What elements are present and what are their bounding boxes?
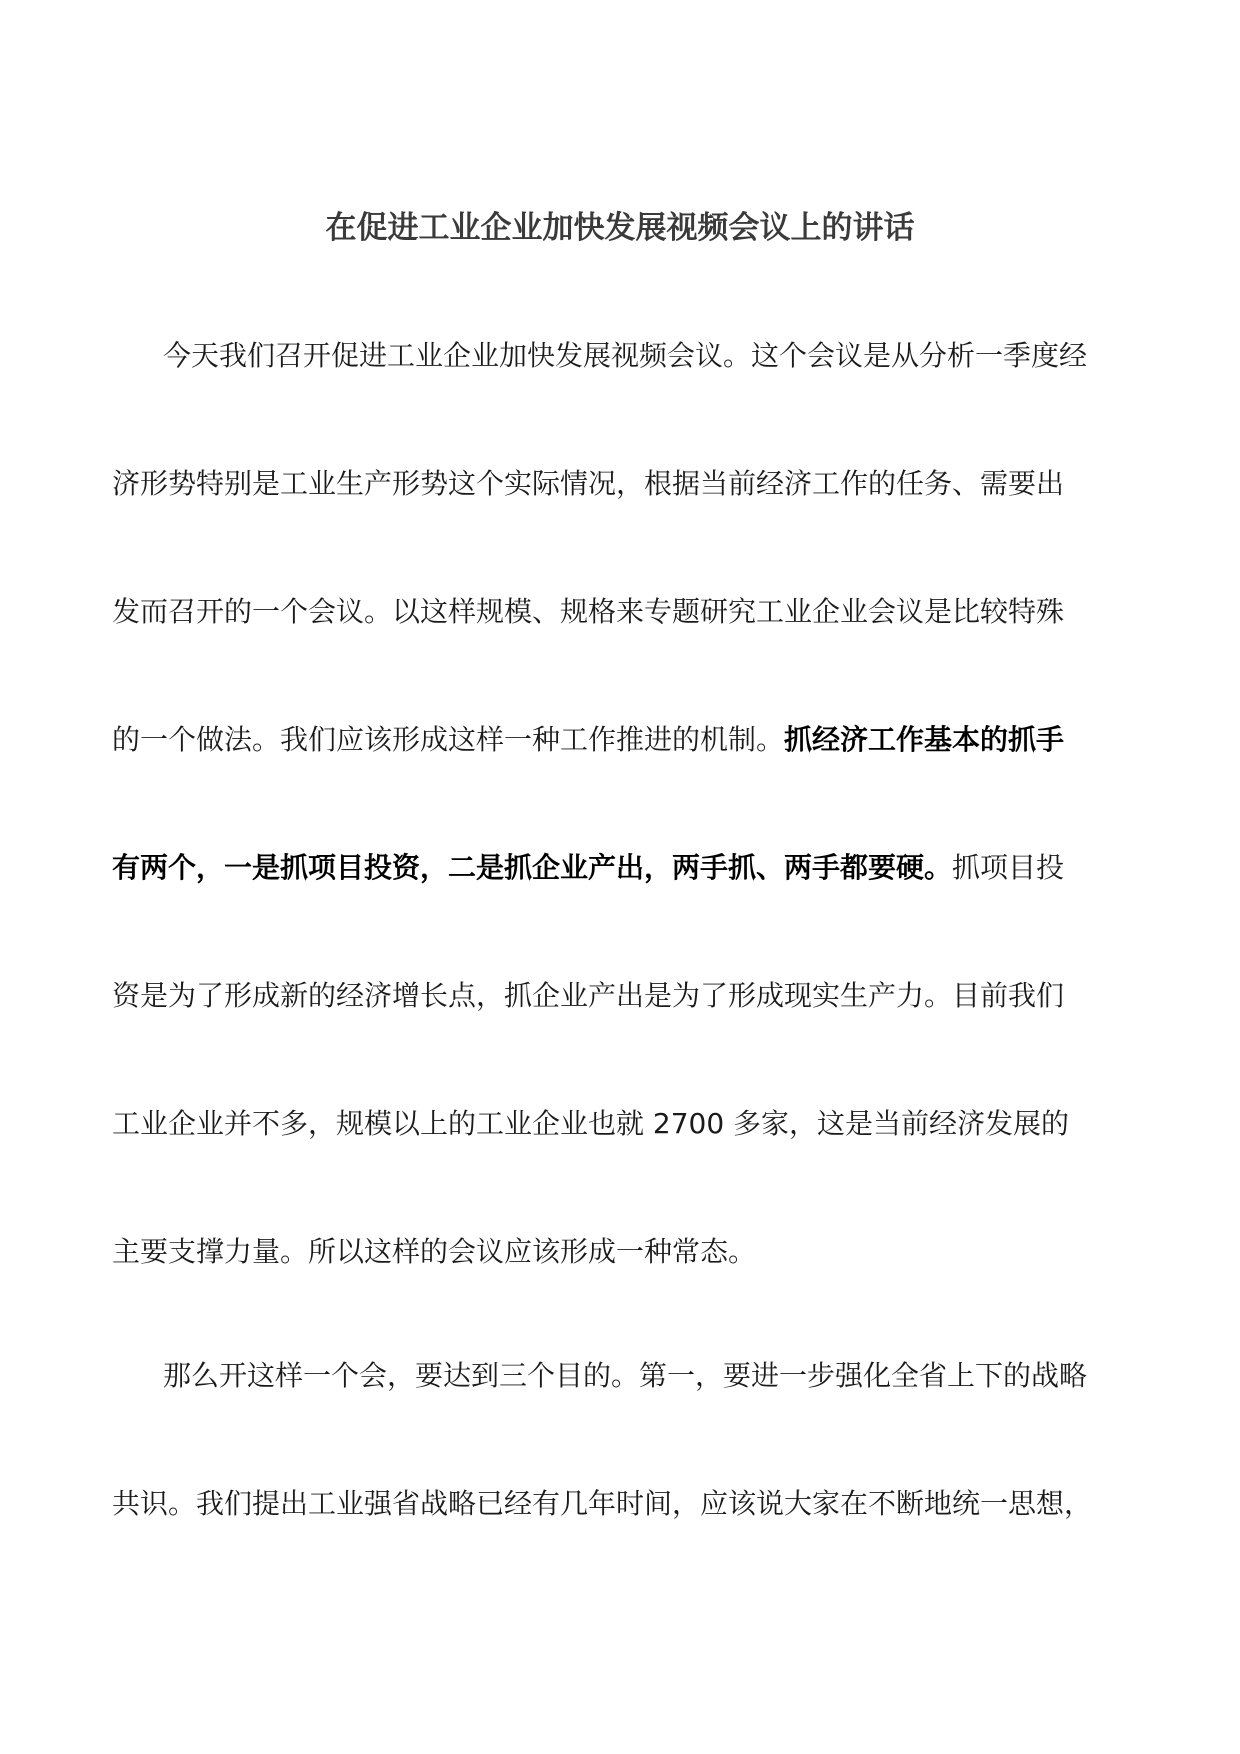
paragraph-line: 发而召开的一个会议。以这样规模、规格来专题研究工业企业会议是比较特殊	[112, 595, 1065, 628]
paragraph-line: 工业企业并不多，规模以上的工业企业也就 2700 多家，这是当前经济发展的	[112, 1107, 1070, 1140]
paragraph-line: 济形势特别是工业生产形势这个实际情况，根据当前经济工作的任务、需要出	[112, 467, 1065, 500]
emphasis-text: 抓经济工作基本的抓手	[784, 723, 1065, 756]
paragraph-line	[112, 720, 1064, 760]
paragraph-line: 主要支撑力量。所以这样的会议应该形成一种常态。	[112, 1235, 757, 1268]
paragraph-line: 那么开这样一个会，要达到三个目的。第一，要进一步强化全省上下的战略	[163, 1359, 1088, 1392]
line-text: 抓项目投	[952, 851, 1065, 884]
paragraph-line: 资是为了形成新的经济增长点，抓企业产出是为了形成现实生产力。目前我们	[112, 979, 1065, 1012]
document-title: 在促进工业企业加快发展视频会议上的讲话	[325, 210, 915, 246]
emphasis-text: 有两个，一是抓项目投资，二是抓企业产出，两手抓、两手都要硬。	[112, 851, 953, 884]
paragraph-line	[112, 848, 1064, 888]
line-text: 的一个做法。我们应该形成这样一种工作推进的机制。	[112, 723, 785, 756]
paragraph-line: 今天我们召开促进工业企业加快发展视频会议。这个会议是从分析一季度经	[163, 339, 1088, 372]
paragraph-line: 共识。我们提出工业强省战略已经有几年时间，应该说大家在不断地统一思想，	[112, 1487, 1093, 1520]
